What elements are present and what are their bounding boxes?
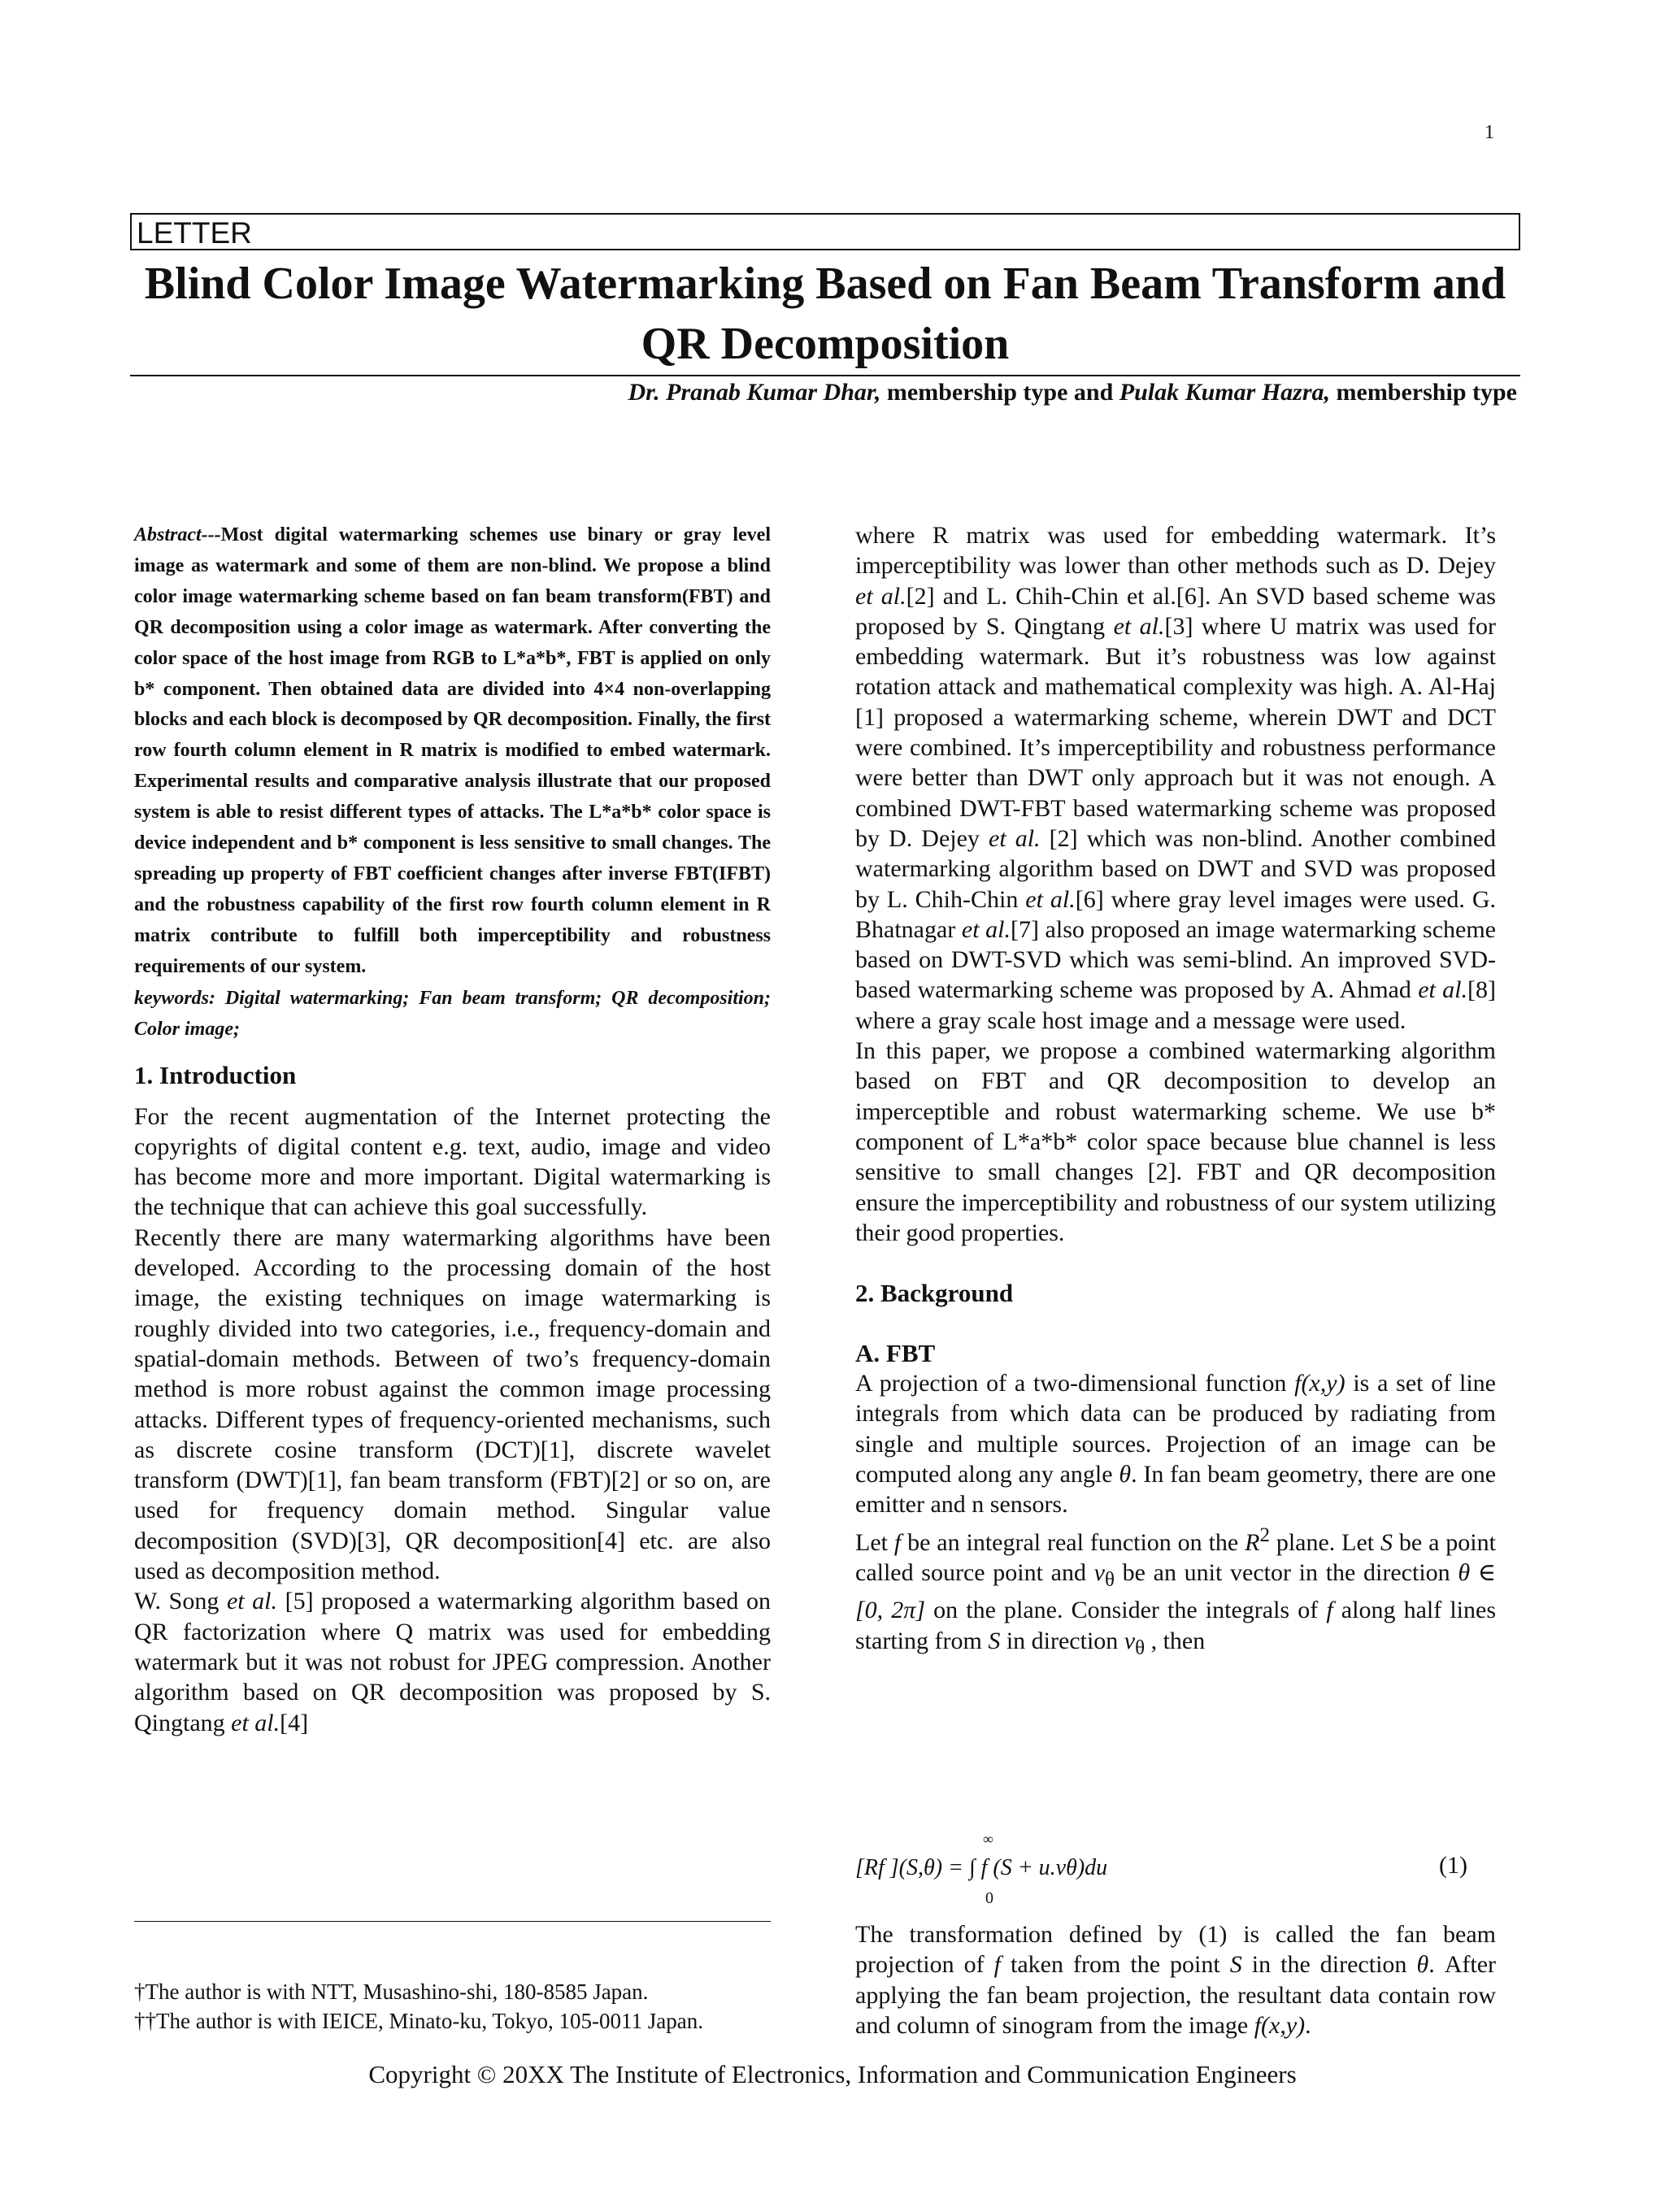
right-paragraph-4 — [855, 1520, 1496, 1663]
text-run-italic: et al. — [1113, 612, 1165, 640]
text-run-italic: et al. — [1025, 885, 1076, 913]
text-run-italic: f — [1326, 1597, 1333, 1624]
text-run-italic: S — [988, 1627, 1001, 1654]
letter-label: LETTER — [137, 216, 252, 250]
text-run-italic: f(x,y) — [1254, 2011, 1306, 2039]
text-run-italic: R — [1245, 1528, 1260, 1556]
text-run: plane. Let — [1269, 1528, 1381, 1556]
abstract — [134, 520, 771, 983]
text-run: on the plane. Consider the integrals of — [925, 1597, 1327, 1624]
letter-label-box — [130, 213, 1520, 250]
integral-lower-limit: 0 — [985, 1889, 993, 1907]
abstract-text: Most digital watermarking schemes use binary or gray level image as watermark and some of them are non-blind. We propose a blind color image watermarking scheme based on fan beam transform(FBT) and QR decomposition using a color image as watermark. After converting the color space of the host image from RGB to L*a*b*, FBT is applied on only b* component. Then obtained data are divided into 4×4 non-overlapping blocks and each block is decomposed by QR decomposition. Finally, the first row fourth column element in R matrix is modified to embed watermark. Experimental results and comparative analysis illustrate that our proposed system is able to resist different types of attacks. The L*a*b* color space is device independent and b* component is less sensitive to small changes. The spreading up property of FBT coefficient changes after inverse FBT(IFBT) and the robustness capability of the first row fourth column element in R matrix contribute to fulfill both imperceptibility and robustness requirements of our system. — [134, 524, 771, 977]
intro-paragraph-1: For the recent augmentation of the Internet protecting the copyrights of digital content e.g. text, audio, image and video has become more and more important. Digital watermarking is the technique that can achieve this goal successfully. — [134, 1102, 771, 1221]
text-run-sup: 2 — [1259, 1523, 1270, 1546]
footnote-rule — [134, 1921, 771, 1922]
text-run-italic: et al. — [961, 915, 1011, 943]
text-run: [6] where gray level images were used. G. Bhatnagar — [855, 885, 1496, 943]
text-run: Let — [855, 1528, 894, 1556]
text-run-italic: θ — [1416, 1951, 1429, 1979]
text-run: [5] proposed a watermarking algorithm based on QR factorization where Q matrix was used for embedding watermark but it was not robust for JPEG compression. Another algorithm based on QR decomposition was proposed by S. Qingtang — [134, 1588, 771, 1736]
text-run: [3] where U matrix was used for embedding watermark. But it’s robustness was low against rotation attack and mathematical complexity was high. A. Al-Haj [1] proposed a watermarking scheme, wherein DWT and DCT were combined. It’s imperceptibility and robustness performance were better than DWT only approach but it was not enough. A combined DWT-FBT based watermarking scheme was proposed by D. Dejey — [855, 612, 1496, 852]
paper-title: Blind Color Image Watermarking Based on Fan Beam Transform and QR Decomposition — [144, 259, 1506, 369]
subsection-heading-fbt: A. FBT — [855, 1339, 936, 1368]
title-rule — [130, 375, 1520, 376]
text-run-italic: v — [1124, 1627, 1136, 1654]
text-run-italic: f(x,y) — [1294, 1370, 1345, 1397]
equation-number: (1) — [1439, 1852, 1467, 1879]
text-run-italic: et al. — [1418, 976, 1468, 1004]
text-run-italic: S — [1229, 1951, 1242, 1979]
text-run: be an integral real function on the — [901, 1528, 1245, 1556]
text-run: be an unit vector in the direction — [1114, 1558, 1459, 1586]
footnote-1: †The author is with NTT, Musashino-shi, 180-8585 Japan. — [134, 1980, 649, 2004]
intro-paragraph-3 — [134, 1586, 771, 1737]
text-run: is a set of line integrals from which data can be produced by radiating from single and multiple sources. Projection of an image can be computed along any angle — [855, 1370, 1496, 1488]
text-run: [2] which was non-blind. Another combined watermarking algorithm based on DWT and SVD was proposed by L. Chih-Chin — [855, 824, 1497, 913]
text-run: A projection of a two-dimensional function — [855, 1370, 1295, 1397]
right-paragraph-5 — [855, 1919, 1496, 2040]
intro-paragraph-2: Recently there are many watermarking algorithms have been developed. According to the processing domain of the host image, the existing techniques on image watermarking is roughly divided into two categories, i.e., frequency-domain and spatial-domain methods. Between of two’s frequency-domain method is more robust against the common image processing attacks. Different types of frequency-oriented mechanisms, such as discrete cosine transform (DCT)[1], discrete wavelet transform (DWT)[1], fan beam transform (FBT)[2] or so on, are used for frequency domain method. Singular value decomposition (SVD)[3], QR decomposition[4] etc. are also used as decomposition method. — [134, 1223, 771, 1585]
section-heading-introduction: 1. Introduction — [134, 1060, 297, 1089]
text-run-italic: f — [993, 1951, 1002, 1979]
text-run: where R matrix was used for embedding watermark. It’s imperceptibility was lower than other methods such as D. Dejey — [855, 522, 1496, 580]
text-run: be a point called source point and — [855, 1528, 1496, 1586]
text-run-sub: θ — [1104, 1568, 1115, 1591]
author-2: Pulak Kumar Hazra, — [1119, 379, 1331, 406]
text-run-italic: θ — [1119, 1461, 1132, 1488]
author-1: Dr. Pranab Kumar Dhar, — [628, 379, 881, 406]
equation-1 — [855, 1832, 1496, 1914]
left-column — [134, 520, 771, 1738]
footnotes — [134, 1977, 771, 2036]
abstract-lead: Abstract--- — [134, 524, 221, 545]
section-heading-background: 2. Background — [855, 1279, 1014, 1308]
text-run: in direction — [1000, 1627, 1124, 1654]
text-run: [7] also proposed an image watermarking scheme based on DWT-SVD which was semi-blind. An improved SVD-based watermarking scheme was proposed by A. Ahmad — [855, 915, 1496, 1004]
text-run-italic: et al. — [226, 1588, 278, 1615]
text-run: . After applying the fan beam projection, the resultant data contain row and column of sinogram from the image — [855, 1951, 1497, 2039]
right-paragraph-3 — [855, 1368, 1496, 1519]
page-number: 1 — [1485, 122, 1494, 143]
text-run: [4] — [280, 1709, 309, 1736]
equation-body: [Rf ](S,θ) = ∫ f (S + u.vθ)du — [855, 1855, 1108, 1880]
keywords: keywords: Digital watermarking; Fan beam transform; QR decomposition; Color image; — [134, 987, 771, 1040]
text-run: taken from the point — [1001, 1951, 1230, 1979]
text-run: in the direction — [1241, 1951, 1417, 1979]
integral-upper-limit: ∞ — [983, 1831, 993, 1847]
text-run: along half lines starting from — [855, 1597, 1496, 1654]
text-run-italic: et al. — [855, 582, 906, 610]
text-run-italic: f — [893, 1528, 902, 1556]
text-run-italic: et al. — [989, 824, 1041, 852]
author-line — [628, 379, 1517, 406]
membership-2: membership type — [1330, 379, 1517, 406]
text-run-italic: θ ∈ [0, 2π] — [855, 1558, 1496, 1624]
right-column-bottom — [855, 1919, 1496, 2040]
text-run: W. Song — [134, 1588, 227, 1615]
text-run: [8] where a gray scale host image and a message were used. — [855, 976, 1496, 1034]
text-run: The transformation defined by (1) is called the fan beam projection of — [855, 1921, 1496, 1979]
right-paragraph-2: In this paper, we propose a combined watermarking algorithm based on FBT and QR decomposition to develop an imperceptible and robust watermarking scheme. We use b* component of L*a*b* color space because blue channel is less sensitive to small changes [2]. FBT and QR decomposition ensure the imperceptibility and robustness of our system utilizing their good properties. — [855, 1037, 1496, 1246]
membership-1: membership type and — [880, 379, 1119, 406]
text-run: [2] and L. Chih-Chin et al.[6]. An SVD based scheme was proposed by S. Qingtang — [855, 582, 1496, 640]
footnote-2: ††The author is with IEICE, Minato-ku, Tokyo, 105-0011 Japan. — [134, 2009, 704, 2033]
right-paragraph-1 — [855, 520, 1496, 1036]
text-run-italic: S — [1380, 1528, 1393, 1556]
text-run-italic: et al. — [231, 1709, 280, 1736]
text-run: , then — [1145, 1627, 1206, 1654]
text-run: . In fan beam geometry, there are one emitter and n sensors. — [855, 1461, 1497, 1519]
copyright-footer: Copyright © 20XX The Institute of Electronics, Information and Communication Engineers — [368, 2060, 1297, 2088]
right-column — [855, 520, 1496, 1663]
text-run-italic: v — [1093, 1558, 1105, 1586]
text-run-sub: θ — [1135, 1636, 1146, 1659]
text-run: . — [1305, 2011, 1311, 2039]
